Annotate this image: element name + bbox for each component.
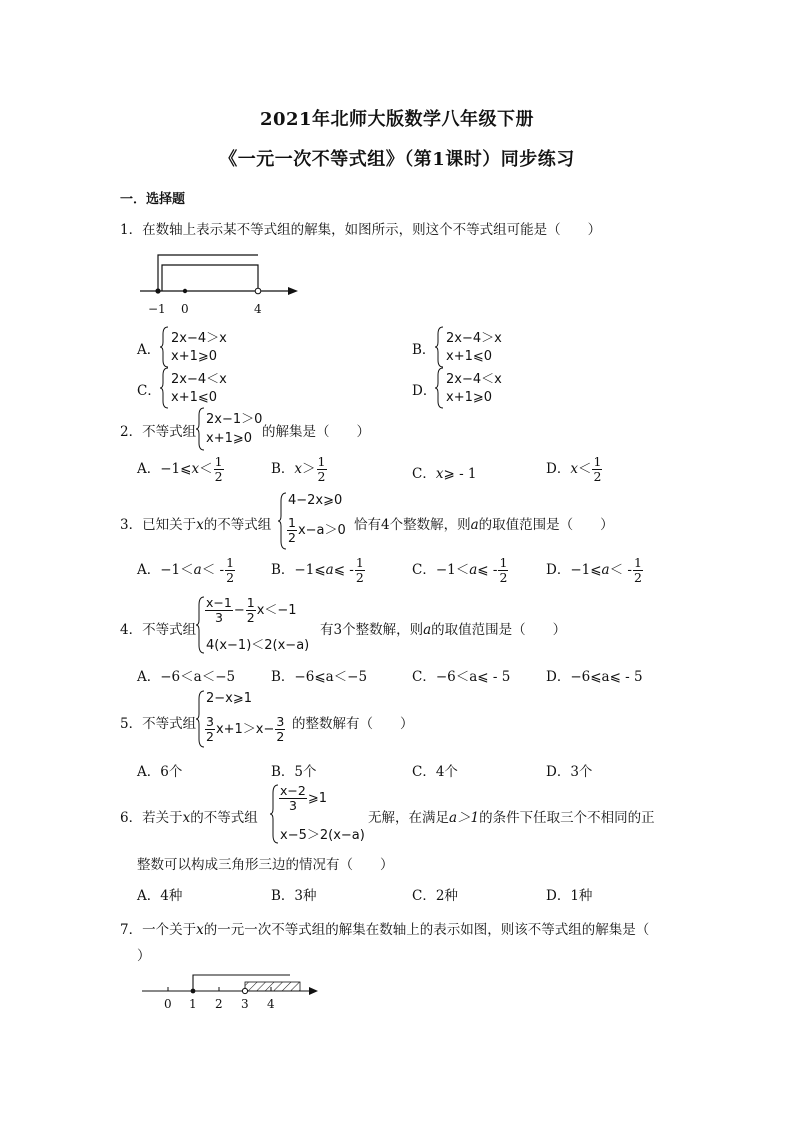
axis-label: −1 bbox=[148, 302, 166, 316]
q1-option-c[interactable]: C． 2x−4＜x x+1⩽0 bbox=[137, 367, 287, 409]
question-1-text: 1．在数轴上表示某不等式组的解集，如图所示，则这个不等式组可能是（ ） bbox=[120, 222, 602, 238]
q6-option-d[interactable]: D．1种 bbox=[546, 888, 593, 904]
axis-label: 4 bbox=[254, 302, 262, 316]
q6-option-b[interactable]: B．3种 bbox=[271, 888, 317, 904]
q2-option-a[interactable]: A．−1⩽x＜ $\frac{1}{2}$ bbox=[137, 454, 223, 484]
q6-option-a[interactable]: A．4种 bbox=[137, 888, 183, 904]
axis-label: 4 bbox=[267, 997, 275, 1011]
q4-option-d[interactable]: D．−6⩽a⩽ - 5 bbox=[546, 669, 643, 685]
q2-option-d[interactable]: D．x＜ $\frac{1}{2}$ bbox=[546, 454, 602, 484]
q4-option-c[interactable]: C．−6＜a⩽ - 5 bbox=[412, 669, 511, 685]
q2-option-b[interactable]: B．x＞ $\frac{1}{2}$ bbox=[271, 454, 326, 484]
q3-option-b[interactable]: B．−1⩽a⩽ - $\frac{1}{2}$ bbox=[271, 555, 364, 585]
axis-label: 0 bbox=[164, 997, 172, 1011]
q4-option-b[interactable]: B．−6⩽a＜−5 bbox=[271, 669, 368, 685]
question-6-line2: 整数可以构成三角形三边的情况有（ ） bbox=[137, 857, 394, 873]
axis-label: 0 bbox=[181, 302, 189, 316]
question-3: 3．已知关于x的不等式组 4−2x⩾0 $\frac{1}{2}$ x−a＞0 恰有4个整数解，则a的取值范围是（ ） bbox=[120, 492, 680, 550]
axis-label: 3 bbox=[241, 997, 249, 1011]
page-subtitle: 《一元一次不等式组》（第1课时）同步练习 bbox=[219, 149, 575, 170]
number-line-figure-7 bbox=[138, 965, 328, 1013]
q5-option-c[interactable]: C．4个 bbox=[412, 764, 458, 780]
page-title: 2021年北师大版数学八年级下册 bbox=[259, 109, 535, 130]
question-7: 7．一个关于x的一元一次不等式组的解集在数轴上的表示如图，则该不等式组的解集是（ bbox=[120, 922, 650, 938]
section-heading: 一．选择题 bbox=[120, 192, 186, 207]
question-5: 5．不等式组 2−x⩾1 $\frac{3}{2}$ x+1＞x− $\frac{3}{2}$ 的整数解有（ ） bbox=[120, 690, 520, 748]
q1-option-a[interactable]: A． 2x−4＞x x+1⩾0 bbox=[137, 326, 287, 368]
q6-option-c[interactable]: C．2种 bbox=[412, 888, 458, 904]
question-2: 2．不等式组 2x−1＞0 x+1⩾0 的解集是（ ） bbox=[120, 407, 520, 451]
q5-option-a[interactable]: A．6个 bbox=[137, 764, 183, 780]
q5-option-d[interactable]: D．3个 bbox=[546, 764, 593, 780]
q1-option-b[interactable]: B． 2x−4＞x x+1⩽0 bbox=[412, 326, 562, 368]
q1-option-d[interactable]: D． 2x−4＜x x+1⩾0 bbox=[412, 367, 562, 409]
axis-label: 1 bbox=[189, 997, 197, 1011]
q3-option-c[interactable]: C．−1＜a⩽ - $\frac{1}{2}$ bbox=[412, 555, 508, 585]
q2-option-c[interactable]: C．x⩾ - 1 bbox=[412, 466, 477, 482]
question-6: 6．若关于x的不等式组 $\frac{x-2}{3}$ ⩾1 x−5＞2(x−a) 无解，在满足a＞1的条件下任取三个不相同的正 bbox=[120, 783, 655, 843]
q3-option-a[interactable]: A．−1＜a＜ - $\frac{1}{2}$ bbox=[137, 555, 235, 585]
question-4: 4．不等式组 $\frac{x-1}{3}$ − $\frac{1}{2}$ x＜−1 4(x−1)＜2(x−a) 有3个整数解，则a的取值范围是（ ） bbox=[120, 595, 567, 653]
q5-option-b[interactable]: B．5个 bbox=[271, 764, 317, 780]
axis-label: 2 bbox=[215, 997, 223, 1011]
question-7-line2: ） bbox=[137, 948, 151, 964]
q3-option-d[interactable]: D．−1⩽a＜ - $\frac{1}{2}$ bbox=[546, 555, 642, 585]
q4-option-a[interactable]: A．−6＜a＜−5 bbox=[137, 669, 236, 685]
number-line-figure-1 bbox=[130, 245, 310, 320]
